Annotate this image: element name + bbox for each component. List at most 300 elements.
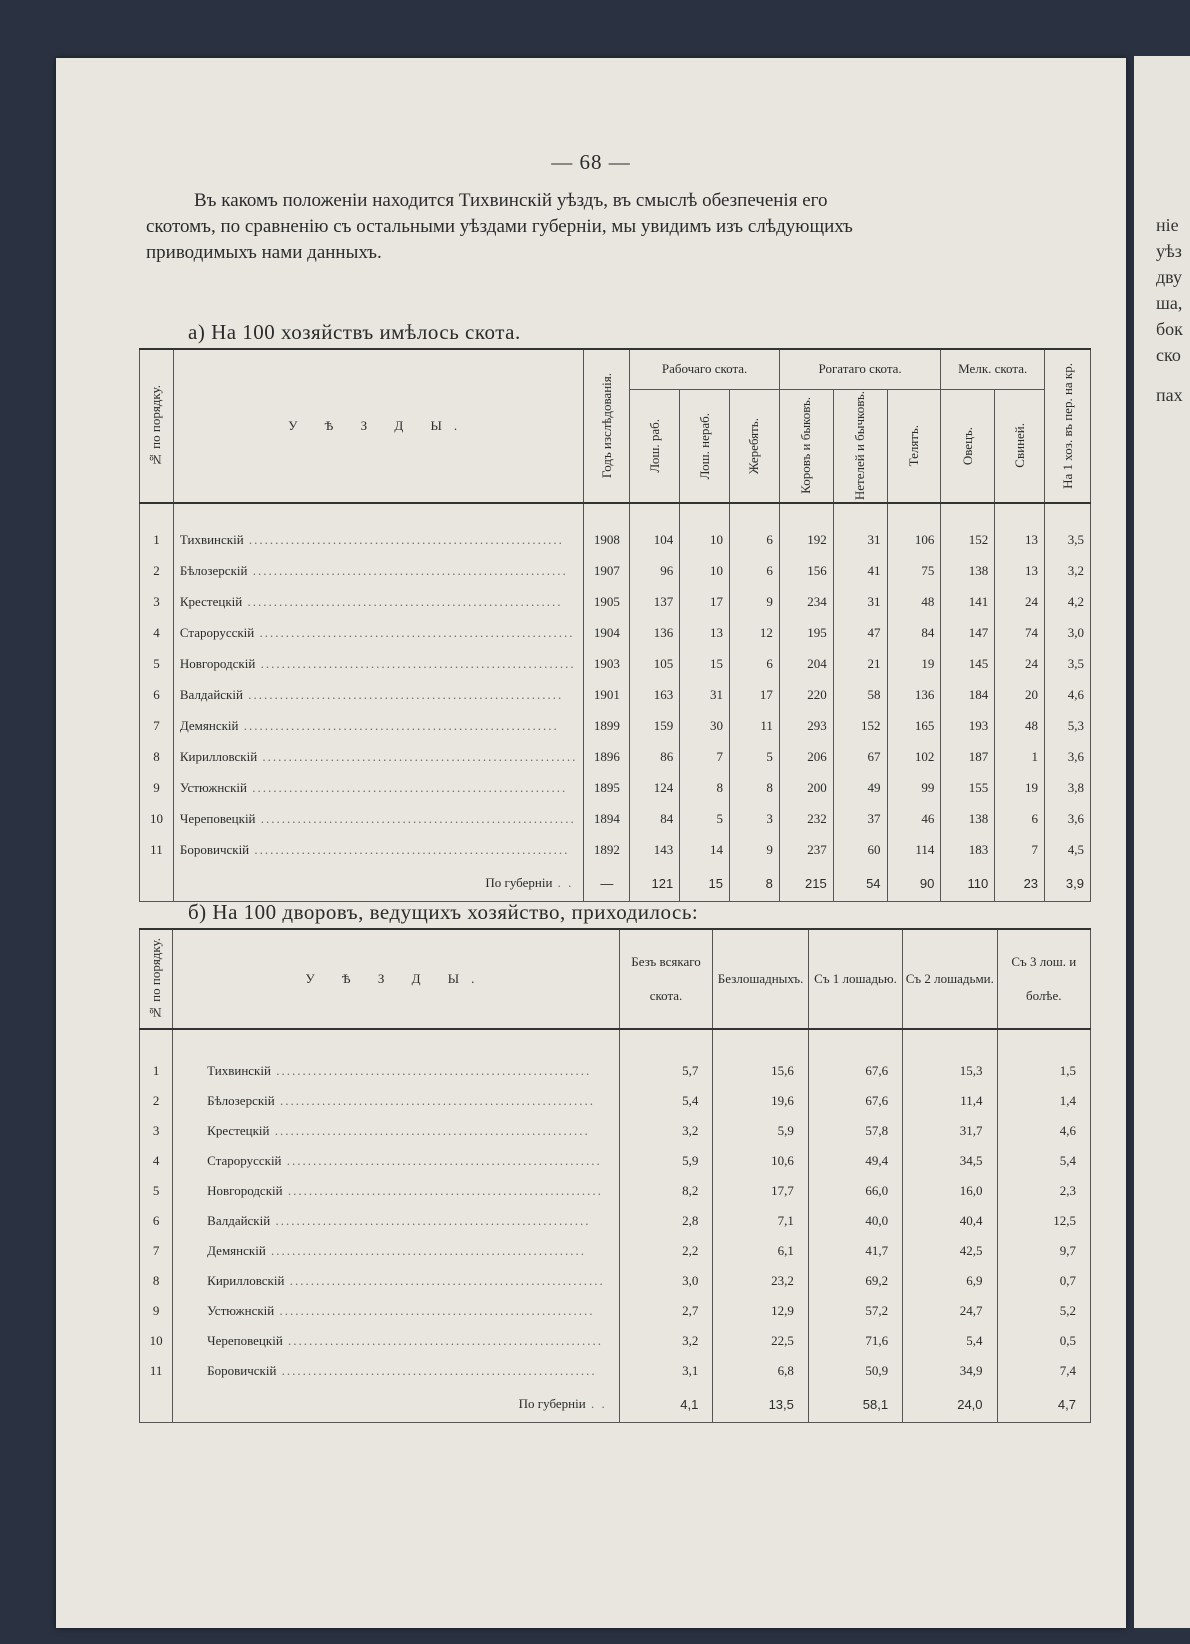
table-row [140, 524, 1091, 555]
table-row [140, 834, 1091, 865]
value-cell: 193 [941, 710, 995, 741]
fragment-line: дву [1156, 267, 1183, 287]
total-row [140, 865, 1091, 902]
value-cell: 67,6 [808, 1056, 902, 1086]
value-cell: 3,8 [1045, 772, 1091, 803]
value-cell: 20 [995, 679, 1045, 710]
value-cell: 7,1 [713, 1206, 809, 1236]
value-cell: 136 [630, 617, 680, 648]
value-cell: 6 [730, 524, 780, 555]
value-cell: 31 [833, 586, 887, 617]
value-cell: 5 [730, 741, 780, 772]
leader-dots: ............................................................ [282, 1183, 603, 1198]
total-value: 23 [995, 865, 1045, 902]
value-cell: 17 [680, 586, 730, 617]
value-cell: 12,9 [713, 1296, 809, 1326]
value-cell: 102 [887, 741, 941, 772]
value-cell: 155 [941, 772, 995, 803]
uezd-name: Череповецкiй ............................................................ [173, 803, 584, 834]
row-number: 8 [140, 1266, 173, 1296]
table-row [140, 586, 1091, 617]
uezd-name: Валдайскiй ............................................................ [173, 1206, 620, 1236]
fragment-line: бок [1156, 319, 1183, 339]
value-cell: 163 [630, 679, 680, 710]
survey-year: 1904 [584, 617, 630, 648]
total-value: 15 [680, 865, 730, 902]
value-cell: 141 [941, 586, 995, 617]
header-col: Безъ всякаго скота. [619, 929, 713, 1029]
leader-dots: ............................................................ [246, 779, 568, 795]
leader-dots: ............................................................ [257, 748, 578, 764]
uezd-name: Боровичскiй ............................................................ [173, 1356, 620, 1386]
value-cell: 138 [941, 555, 995, 586]
uezd-name: Бѣлозерскiй ............................................................ [173, 555, 584, 586]
header-uezd: У Ѣ З Д Ы. [173, 349, 584, 503]
value-cell: 46 [887, 803, 941, 834]
value-cell: 23,2 [713, 1266, 809, 1296]
header-sub: Нетелей и бычковъ. [833, 389, 887, 503]
table-row [140, 555, 1091, 586]
leader-dots: ............................................................ [269, 1123, 590, 1138]
intro-line: приводимыхъ нами данныхъ. [146, 242, 382, 263]
fragment-line: нie [1156, 215, 1179, 235]
row-number: 2 [140, 555, 174, 586]
leader-dots: ............................................................ [284, 1273, 605, 1288]
fragment-line: ша, [1156, 293, 1183, 313]
uezd-name: Устюжнскiй ............................................................ [173, 772, 584, 803]
value-cell: 34,5 [903, 1146, 997, 1176]
value-cell: 3,2 [619, 1326, 713, 1356]
spacer-cell [997, 1029, 1090, 1056]
spacer-cell [619, 1029, 713, 1056]
value-cell: 3,1 [619, 1356, 713, 1386]
table-row [140, 1176, 1091, 1206]
value-cell: 6,9 [903, 1266, 997, 1296]
value-cell: 4,5 [1045, 834, 1091, 865]
survey-year: 1895 [584, 772, 630, 803]
uezd-name: Новгородскiй ............................................................ [173, 1176, 620, 1206]
spacer-cell [713, 1029, 809, 1056]
value-cell: 11,4 [903, 1086, 997, 1116]
value-cell: 13 [995, 555, 1045, 586]
value-cell: 137 [630, 586, 680, 617]
table-a-heading: а) На 100 хозяйствъ имѣлось скота. [188, 320, 521, 344]
leader-dots: ............................................................ [265, 1243, 587, 1258]
value-cell: 5,3 [1045, 710, 1091, 741]
header-year: Годъ изслѣдованiя. [584, 349, 630, 503]
fragment-line: ско [1156, 345, 1181, 365]
value-cell: 5,4 [997, 1146, 1090, 1176]
value-cell: 49,4 [808, 1146, 902, 1176]
value-cell: 6 [730, 648, 780, 679]
value-cell: 41 [833, 555, 887, 586]
value-cell: 34,9 [903, 1356, 997, 1386]
table-row [140, 1236, 1091, 1266]
value-cell: 9 [730, 586, 780, 617]
value-cell: 24 [995, 648, 1045, 679]
value-cell: 84 [630, 803, 680, 834]
table-b-heading: б) На 100 дворовъ, ведущихъ хозяйство, приходилось: [188, 900, 699, 924]
empty-cell [140, 865, 174, 902]
header-no: № по порядку. [140, 929, 173, 1029]
value-cell: 22,5 [713, 1326, 809, 1356]
value-cell: 15 [680, 648, 730, 679]
leader-dots: ............................................................ [274, 1303, 595, 1318]
row-number: 3 [140, 586, 174, 617]
value-cell: 14 [680, 834, 730, 865]
uezd-name: Череповецкiй ............................................................ [173, 1326, 620, 1356]
leader-dots: ............................................................ [276, 1363, 597, 1378]
value-cell: 17,7 [713, 1176, 809, 1206]
table-row [140, 772, 1091, 803]
total-value: 54 [833, 865, 887, 902]
value-cell: 105 [630, 648, 680, 679]
value-cell: 3,2 [1045, 555, 1091, 586]
value-cell: 204 [779, 648, 833, 679]
value-cell: 8,2 [619, 1176, 713, 1206]
table-row [140, 1056, 1091, 1086]
leader-dots: . . [585, 1396, 607, 1411]
value-cell: 3,0 [619, 1266, 713, 1296]
total-value: 24,0 [903, 1386, 997, 1423]
survey-year: 1908 [584, 524, 630, 555]
row-number: 2 [140, 1086, 173, 1116]
value-cell: 234 [779, 586, 833, 617]
value-cell: 9 [730, 834, 780, 865]
value-cell: 12,5 [997, 1206, 1090, 1236]
leader-dots: ............................................................ [274, 1093, 595, 1108]
survey-year: 1899 [584, 710, 630, 741]
total-value: 4,7 [997, 1386, 1090, 1423]
total-value: 8 [730, 865, 780, 902]
spacer-cell [584, 503, 630, 524]
value-cell: 41,7 [808, 1236, 902, 1266]
value-cell: 2,3 [997, 1176, 1090, 1206]
value-cell: 37 [833, 803, 887, 834]
table-row [140, 1296, 1091, 1326]
uezd-name: Устюжнскiй ............................................................ [173, 1296, 620, 1326]
total-value: 4,1 [619, 1386, 713, 1423]
value-cell: 19 [995, 772, 1045, 803]
row-number: 7 [140, 1236, 173, 1266]
value-cell: 6 [995, 803, 1045, 834]
value-cell: 3,5 [1045, 524, 1091, 555]
value-cell: 10,6 [713, 1146, 809, 1176]
value-cell: 48 [887, 586, 941, 617]
row-number: 9 [140, 1296, 173, 1326]
fragment-line: пах [1156, 385, 1183, 405]
header-per-household: На 1 хоз. въ пер. на кр. [1045, 349, 1091, 503]
uezd-name: Бѣлозерскiй ............................................................ [173, 1086, 620, 1116]
value-cell: 4,6 [1045, 679, 1091, 710]
uezd-name: Демянскiй ............................................................ [173, 1236, 620, 1266]
total-value: 90 [887, 865, 941, 902]
header-sub: Свиней. [995, 389, 1045, 503]
survey-year: 1905 [584, 586, 630, 617]
value-cell: 96 [630, 555, 680, 586]
value-cell: 136 [887, 679, 941, 710]
value-cell: 195 [779, 617, 833, 648]
uezd-name: Кирилловскiй ............................................................ [173, 741, 584, 772]
uezd-name: Валдайскiй ............................................................ [173, 679, 584, 710]
value-cell: 67 [833, 741, 887, 772]
value-cell: 5,4 [903, 1326, 997, 1356]
value-cell: 74 [995, 617, 1045, 648]
uezd-name: Боровичскiй ............................................................ [173, 834, 584, 865]
leader-dots: ............................................................ [255, 655, 576, 671]
row-number: 5 [140, 648, 174, 679]
empty-cell [140, 1386, 173, 1423]
table-row [140, 1356, 1091, 1386]
value-cell: 8 [680, 772, 730, 803]
header-col: Съ 2 лошадьми. [903, 929, 997, 1029]
uezd-name: Крестецкiй ............................................................ [173, 1116, 620, 1146]
value-cell: 99 [887, 772, 941, 803]
table-row [140, 617, 1091, 648]
leader-dots: ............................................................ [242, 686, 564, 702]
survey-year: 1894 [584, 803, 630, 834]
intro-paragraph [146, 188, 1096, 266]
row-number: 5 [140, 1176, 173, 1206]
value-cell: 4,2 [1045, 586, 1091, 617]
intro-line: Въ какомъ положенiи находится Тихвинскiй уѣздъ, въ смыслѣ обезпеченiя его [194, 190, 828, 211]
value-cell: 293 [779, 710, 833, 741]
header-col: Съ 1 лошадью. [808, 929, 902, 1029]
value-cell: 30 [680, 710, 730, 741]
header-sub: Лош. раб. [630, 389, 680, 503]
row-number: 4 [140, 1146, 173, 1176]
row-number: 9 [140, 772, 174, 803]
spacer-cell [140, 503, 174, 524]
leader-dots: ............................................................ [247, 562, 568, 578]
spacer-cell [808, 1029, 902, 1056]
spacer-cell [730, 503, 780, 524]
value-cell: 3,6 [1045, 803, 1091, 834]
header-col: Съ 3 лош. и болѣе. [997, 929, 1090, 1029]
spacer-cell [995, 503, 1045, 524]
row-number: 10 [140, 1326, 173, 1356]
page-number: — 68 — [551, 150, 631, 174]
value-cell: 19,6 [713, 1086, 809, 1116]
header-sub: Телятъ. [887, 389, 941, 503]
value-cell: 15,3 [903, 1056, 997, 1086]
spacer-row [140, 1029, 1091, 1056]
table-row [140, 710, 1091, 741]
uezd-name: Крестецкiй ............................................................ [173, 586, 584, 617]
value-cell: 5,7 [619, 1056, 713, 1086]
value-cell: 8 [730, 772, 780, 803]
header-sub: Жеребять. [730, 389, 780, 503]
value-cell: 2,8 [619, 1206, 713, 1236]
value-cell: 10 [680, 524, 730, 555]
leader-dots: ............................................................ [282, 1333, 604, 1348]
row-number: 1 [140, 1056, 173, 1086]
value-cell: 16,0 [903, 1176, 997, 1206]
row-number: 7 [140, 710, 174, 741]
leader-dots: ............................................................ [242, 593, 563, 609]
row-number: 1 [140, 524, 174, 555]
total-value: 110 [941, 865, 995, 902]
value-cell: 156 [779, 555, 833, 586]
value-cell: 13 [680, 617, 730, 648]
row-number: 4 [140, 617, 174, 648]
spacer-cell [1045, 503, 1091, 524]
value-cell: 232 [779, 803, 833, 834]
value-cell: 17 [730, 679, 780, 710]
row-number: 6 [140, 1206, 173, 1236]
total-value: 121 [630, 865, 680, 902]
spacer-cell [903, 1029, 997, 1056]
book-page [56, 58, 1126, 1628]
leader-dots: ............................................................ [243, 531, 564, 547]
table-row [140, 1086, 1091, 1116]
value-cell: 71,6 [808, 1326, 902, 1356]
uezd-name: Старорусскiй ............................................................ [173, 617, 584, 648]
yards-distribution-table [139, 928, 1091, 1423]
value-cell: 15,6 [713, 1056, 809, 1086]
fragment-line: уѣз [1156, 241, 1182, 261]
total-value: 215 [779, 865, 833, 902]
value-cell: 165 [887, 710, 941, 741]
header-horned-cattle: Рогатаго скота. [779, 349, 941, 389]
table-row [140, 1206, 1091, 1236]
leader-dots: . . [552, 875, 574, 890]
value-cell: 42,5 [903, 1236, 997, 1266]
value-cell: 1,5 [997, 1056, 1090, 1086]
value-cell: 75 [887, 555, 941, 586]
row-number: 10 [140, 803, 174, 834]
spacer-cell [941, 503, 995, 524]
value-cell: 5,9 [619, 1146, 713, 1176]
value-cell: 3,5 [1045, 648, 1091, 679]
survey-year: 1896 [584, 741, 630, 772]
uezd-name: Старорусскiй ............................................................ [173, 1146, 620, 1176]
value-cell: 6,1 [713, 1236, 809, 1266]
survey-year: 1903 [584, 648, 630, 679]
total-year: — [584, 865, 630, 902]
value-cell: 114 [887, 834, 941, 865]
value-cell: 40,0 [808, 1206, 902, 1236]
total-label: По губернiи . . [173, 1386, 620, 1423]
leader-dots: ............................................................ [270, 1063, 592, 1078]
header-no: № по порядку. [140, 349, 174, 503]
uezd-name: Демянскiй ............................................................ [173, 710, 584, 741]
value-cell: 5,2 [997, 1296, 1090, 1326]
total-value: 13,5 [713, 1386, 809, 1423]
uezd-name: Тихвинскiй ............................................................ [173, 1056, 620, 1086]
table-row [140, 803, 1091, 834]
value-cell: 106 [887, 524, 941, 555]
uezd-name: Кирилловскiй ............................................................ [173, 1266, 620, 1296]
spacer-cell [887, 503, 941, 524]
spacer-cell [173, 503, 584, 524]
value-cell: 138 [941, 803, 995, 834]
value-cell: 21 [833, 648, 887, 679]
value-cell: 86 [630, 741, 680, 772]
value-cell: 57,8 [808, 1116, 902, 1146]
value-cell: 6,8 [713, 1356, 809, 1386]
value-cell: 60 [833, 834, 887, 865]
value-cell: 5,9 [713, 1116, 809, 1146]
value-cell: 220 [779, 679, 833, 710]
value-cell: 58 [833, 679, 887, 710]
header-sub: Коровъ и быковъ. [779, 389, 833, 503]
value-cell: 11 [730, 710, 780, 741]
table-row [140, 1146, 1091, 1176]
value-cell: 2,2 [619, 1236, 713, 1266]
value-cell: 19 [887, 648, 941, 679]
leader-dots: ............................................................ [249, 841, 570, 857]
total-value: 3,9 [1045, 865, 1091, 902]
value-cell: 49 [833, 772, 887, 803]
value-cell: 7,4 [997, 1356, 1090, 1386]
value-cell: 57,2 [808, 1296, 902, 1326]
value-cell: 3,6 [1045, 741, 1091, 772]
value-cell: 3 [730, 803, 780, 834]
header-sub: Лош. нераб. [680, 389, 730, 503]
value-cell: 67,6 [808, 1086, 902, 1116]
row-number: 11 [140, 1356, 173, 1386]
value-cell: 47 [833, 617, 887, 648]
row-number: 8 [140, 741, 174, 772]
value-cell: 48 [995, 710, 1045, 741]
table-row [140, 679, 1091, 710]
value-cell: 143 [630, 834, 680, 865]
row-number: 6 [140, 679, 174, 710]
value-cell: 13 [995, 524, 1045, 555]
value-cell: 24,7 [903, 1296, 997, 1326]
value-cell: 183 [941, 834, 995, 865]
value-cell: 2,7 [619, 1296, 713, 1326]
value-cell: 6 [730, 555, 780, 586]
spacer-cell [140, 1029, 173, 1056]
table-row [140, 741, 1091, 772]
survey-year: 1907 [584, 555, 630, 586]
header-work-cattle: Рабочаго скота. [630, 349, 780, 389]
uezd-name: Тихвинскiй ............................................................ [173, 524, 584, 555]
intro-line: скотомъ, по сравненiю съ остальными уѣздами губернiи, мы увидимъ изъ слѣдующихъ [146, 216, 853, 237]
value-cell: 5,4 [619, 1086, 713, 1116]
table-row [140, 1326, 1091, 1356]
header-col: Безлошадныхъ. [713, 929, 809, 1029]
value-cell: 66,0 [808, 1176, 902, 1206]
value-cell: 12 [730, 617, 780, 648]
value-cell: 31 [833, 524, 887, 555]
value-cell: 1,4 [997, 1086, 1090, 1116]
spacer-cell [833, 503, 887, 524]
survey-year: 1901 [584, 679, 630, 710]
spacer-row [140, 503, 1091, 524]
value-cell: 5 [680, 803, 730, 834]
value-cell: 31 [680, 679, 730, 710]
value-cell: 0,5 [997, 1326, 1090, 1356]
value-cell: 147 [941, 617, 995, 648]
value-cell: 0,7 [997, 1266, 1090, 1296]
value-cell: 7 [680, 741, 730, 772]
value-cell: 84 [887, 617, 941, 648]
value-cell: 184 [941, 679, 995, 710]
value-cell: 7 [995, 834, 1045, 865]
leader-dots: ............................................................ [270, 1213, 591, 1228]
value-cell: 206 [779, 741, 833, 772]
value-cell: 69,2 [808, 1266, 902, 1296]
value-cell: 4,6 [997, 1116, 1090, 1146]
value-cell: 237 [779, 834, 833, 865]
spacer-cell [680, 503, 730, 524]
value-cell: 192 [779, 524, 833, 555]
row-number: 3 [140, 1116, 173, 1146]
adjacent-page-fragment [1134, 56, 1190, 1628]
